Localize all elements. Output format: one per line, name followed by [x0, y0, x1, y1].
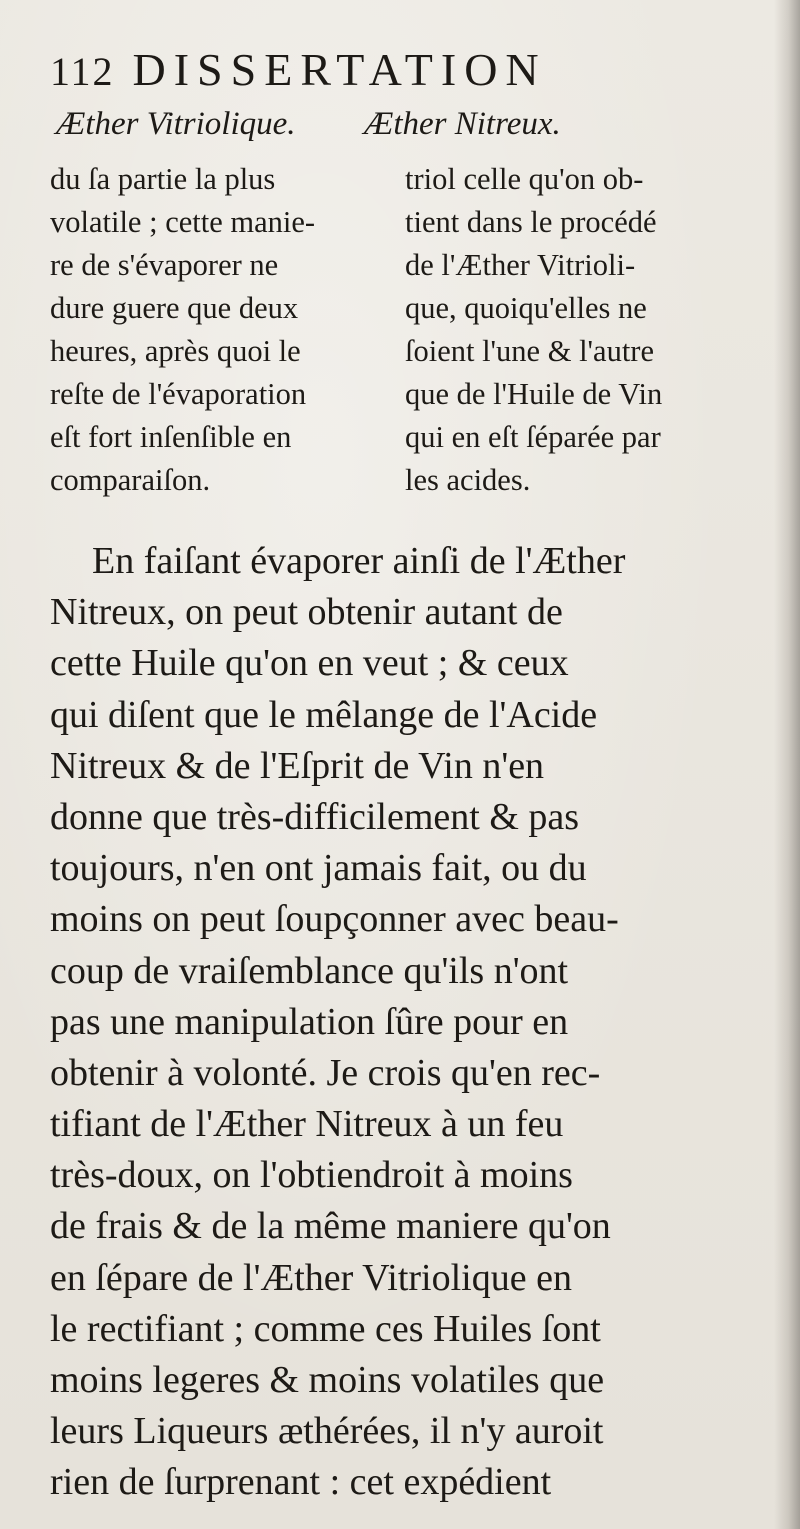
paragraph-line: très-doux, on l'obtiendroit à moins	[50, 1154, 573, 1197]
right-column-line: de l'Æther Vitrioli-	[405, 248, 636, 282]
main-paragraph	[50, 536, 790, 1509]
right-column-line: tient dans le procédé	[405, 205, 657, 239]
paragraph-line: toujours, n'en ont jamais fait, ou du	[50, 847, 587, 890]
right-column-text	[405, 158, 775, 502]
paragraph-line: donne que très-difficilement & pas	[50, 795, 580, 838]
right-column-line: qui en eſt ſéparée par	[405, 420, 661, 454]
page-number: 112	[50, 49, 115, 94]
paragraph-line: moins on peut ſoupçonner avec beau-	[50, 898, 619, 941]
paragraph-line: obtenir à volonté. Je crois qu'en rec-	[50, 1051, 601, 1094]
paragraph-line: rien de ſurprenant : cet expédient	[50, 1461, 552, 1504]
right-column-line: les acides.	[405, 463, 531, 497]
paragraph-line: de frais & de la même maniere qu'on	[50, 1205, 611, 1248]
paragraph-line: coup de vraiſemblance qu'ils n'ont	[50, 949, 569, 992]
paragraph-line: cette Huile qu'on en veut ; & ceux	[50, 642, 569, 685]
right-column-line: que, quoiqu'elles ne	[405, 291, 647, 325]
paragraph-line: moins legeres & moins volatiles que	[50, 1359, 605, 1401]
left-column-line: dure guere que deux	[50, 291, 299, 325]
left-column-line: heures, après quoi le	[50, 334, 301, 368]
right-column-line: triol celle qu'on ob-	[405, 162, 644, 196]
left-column-heading: Æther Vitriolique.	[56, 106, 296, 142]
paragraph-line: le rectifiant ; comme ces Huiles ſont	[50, 1307, 601, 1350]
paragraph-line: Nitreux & de l'Eſprit de Vin n'en	[50, 744, 545, 787]
running-header	[50, 40, 750, 100]
left-column-line: reſte de l'évaporation	[50, 377, 307, 411]
paragraph-line: en ſépare de l'Æther Vitriolique en	[50, 1256, 572, 1299]
left-column-line: eſt fort inſenſible en	[50, 420, 292, 454]
left-column-text	[50, 158, 388, 502]
column-headings	[56, 106, 756, 152]
right-column-heading: Æther Nitreux.	[364, 106, 561, 142]
running-title: DISSERTATION	[132, 44, 547, 95]
paragraph-line: pas une manipulation ſûre pour en	[50, 1000, 569, 1043]
paragraph-line: En faiſant évaporer ainſi de l'Æther	[92, 540, 626, 582]
right-column-line: ſoient l'une & l'autre	[405, 334, 654, 368]
paragraph-line: tifiant de l'Æther Nitreux à un feu	[50, 1103, 564, 1146]
paragraph-line: leurs Liqueurs æthérées, il n'y auroit	[50, 1410, 604, 1453]
left-column-line: comparaiſon.	[50, 463, 211, 497]
left-column-line: du ſa partie la plus	[50, 162, 276, 196]
right-column-line: que de l'Huile de Vin	[405, 377, 663, 411]
paragraph-line: qui diſent que le mêlange de l'Acide	[50, 693, 598, 736]
left-column-line: volatile ; cette manie-	[50, 205, 316, 239]
left-column-line: re de s'évaporer ne	[50, 248, 279, 282]
paragraph-line: Nitreux, on peut obtenir autant de	[50, 591, 563, 634]
